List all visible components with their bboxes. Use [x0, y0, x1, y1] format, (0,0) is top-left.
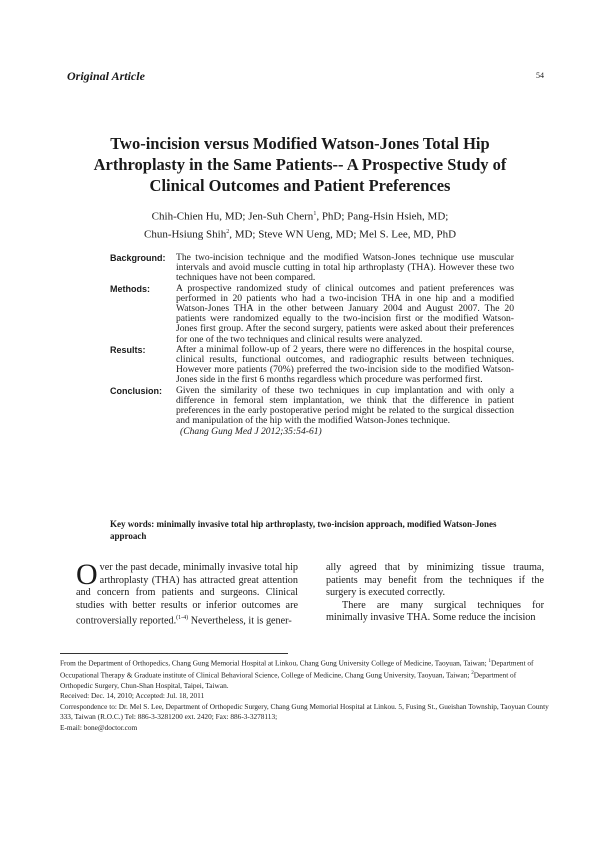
keywords-text: minimally invasive total hip arthroplasty, two-incision approach, modified Watson-Jones approach	[110, 519, 497, 541]
footnote-divider	[60, 653, 288, 654]
abstract-label: Methods:	[110, 283, 150, 294]
keywords	[110, 518, 514, 542]
author-list	[70, 207, 530, 243]
drop-cap: O	[76, 558, 98, 591]
keywords-label: Key words:	[110, 519, 155, 529]
abstract-text: A prospective randomized study of clinical outcomes and patient preferences was performed in 20 patients who had a two-incision THA in one hip and a modified Watson-Jones THA in the other between January 2004 and August 2007. The 20 patients were randomized equally to the two-incision first or the modified Watson-Jones first group. After the second surgery, patients were asked about their preferences for one of the two techniques and clinical results were analyzed.	[176, 282, 514, 345]
paper-title: Two-incision versus Modified Watson-Jones Total Hip Arthroplasty in the Same Patients-- A Prospective Study of Clinical Outcomes and Patient Preferences	[93, 134, 507, 195]
body-paragraph: ally agreed that by minimizing tissue trauma, patients may benefit from the techniques if the surgery is executed correctly.	[326, 562, 544, 599]
section-label: Original Article	[67, 69, 145, 83]
footnotes	[60, 657, 550, 733]
abstract-conclusion	[110, 386, 514, 427]
author-line-1: Chih-Chien Hu, MD; Jen-Suh Chern$^1$, PhD; Pang-Hsin Hsieh, MD;	[151, 210, 449, 223]
page-number: 54	[536, 71, 544, 80]
body-column-right	[326, 562, 544, 625]
abstract-label: Conclusion:	[110, 385, 162, 396]
abstract-text: The two-incision technique and the modified Watson-Jones technique use muscular intervals and avoid muscle cutting in total hip arthroplasty (THA). However these two techniques have not been compared.	[176, 252, 514, 284]
affiliations: From the Department of Orthopedics, Chang Gung Memorial Hospital at Linkou, Chang Gung University College of Medicine, Taoyuan, Taiwan; $^1$Department of Occupational Therapy & Graduate institute of Clinical Behavioral Science, College of Medicine, Chang Gung University, Taoyuan, Taiwan; $^2$Department of Orthopedic Surgery, Chun-Shan Hospital, Taipei, Taiwan.	[60, 658, 534, 690]
abstract-text: After a minimal follow-up of 2 years, there were no differences in the hospital course, clinical results, functional outcomes, and radiographic results between techniques. However more patients (70%) preferred the two-incision side to the modified Watson-Jones side in the first 6 months regardless which procedure was performed first.	[176, 343, 514, 386]
abstract-results	[110, 345, 514, 386]
reference-marker: (1-4)	[176, 615, 189, 622]
body-column-left: Over the past decade, minimally invasive total hip arthroplasty (THA) has attracted great attention and concern from patients and surgeons. Clinical studies with better results or inferior outcomes are controversially reported.$^{(1-4)}$ Nevertheless, it is gener-	[76, 558, 298, 627]
abstract-background	[110, 253, 514, 284]
abstract-label: Background:	[110, 253, 166, 263]
received-dates: Received: Dec. 14, 2010; Accepted: Jul. 18, 2011	[60, 691, 205, 701]
email: E-mail: bone@doctor.com	[60, 722, 138, 732]
abstract-methods	[110, 284, 514, 345]
body-paragraph: There are many surgical techniques for minimally invasive THA. Some reduce the incision	[326, 599, 544, 624]
abstract-text: Given the similarity of these two techniques in cup implantation and with only a difference in femoral stem implantation, we think that the difference in patient preferences in the early postoperative period might be related to the surgical dissection and manipulation of the hip with the modified Watson-Jones technique.	[176, 384, 514, 427]
abstract	[110, 253, 514, 437]
correspondence: Correspondence to: Dr. Mel S. Lee, Department of Orthopedic Surgery, Chang Gung Memorial Hospital at Linkou. 5, Fusing St., Gueishan Township, Taoyuan County 333, Taiwan (R.O.C.) Tel: 886-3-3281200 ext. 2420; Fax: 886-3-3278113;	[60, 701, 549, 722]
author-line-2: Chun-Hsiung Shih$^2$, MD; Steve WN Ueng, MD; Mel S. Lee, MD, PhD	[143, 228, 457, 241]
abstract-label: Results:	[110, 344, 146, 355]
journal-citation: (Chang Gung Med J 2012;35:54-61)	[180, 426, 322, 438]
